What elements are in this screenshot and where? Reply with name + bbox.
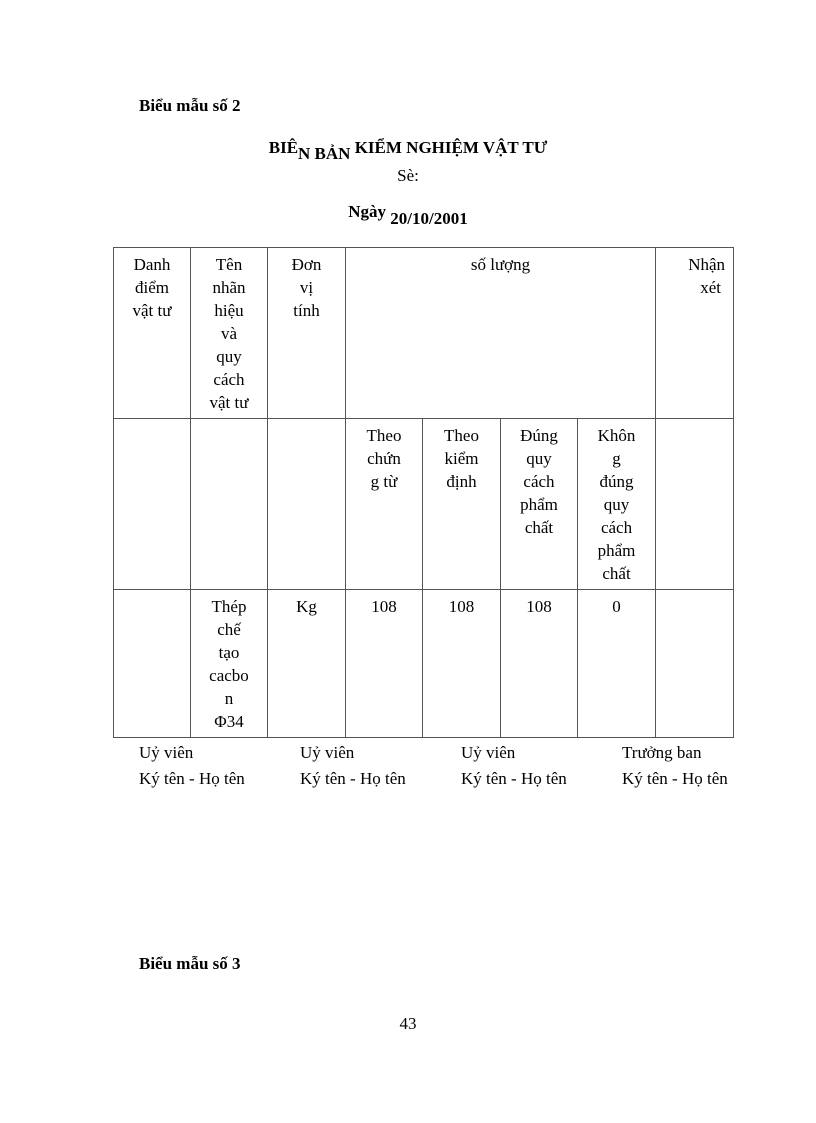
signature-block-1 [139,740,245,792]
table-header-row [114,248,734,419]
header-don-vi: Đơn vị tính [268,248,346,419]
signature-role: Uỷ viên [461,743,516,762]
subheader-dung-quy-cach: Đúng quy cách phẩm chất [501,419,578,590]
signature-role: Uỷ viên [139,743,194,762]
signature-line: Ký tên - Họ tên [139,769,245,788]
document-number-label: Sè: [397,166,419,185]
signature-line: Ký tên - Họ tên [461,769,567,788]
cell-dung-quy-cach: 108 [501,590,578,738]
table-row [114,590,734,738]
title-part-1: BIÊ [268,138,299,157]
cell-don-vi: Kg [268,590,346,738]
cell-theo-chung-tu: 108 [346,590,423,738]
signature-line: Ký tên - Họ tên [300,769,406,788]
header-danh-diem: Danh điểm vật tư [114,248,191,419]
signature-role: Uỷ viên [300,743,355,762]
cell-theo-kiem-dinh: 108 [423,590,501,738]
subheader-theo-kiem-dinh: Theo kiểm định [423,419,501,590]
title-part-2: N BẢN [298,144,351,163]
table-subheader-row [114,419,734,590]
document-date [0,202,816,228]
subheader-empty-4 [656,419,734,590]
subheader-empty-1 [114,419,191,590]
document-title [0,138,816,163]
subheader-empty-2 [191,419,268,590]
signature-block-2 [300,740,406,792]
cell-danh-diem [114,590,191,738]
inspection-table [113,247,734,738]
date-value: 20/10/2001 [390,209,468,228]
cell-khong-dung: 0 [578,590,656,738]
signature-role: Trưởng ban [622,743,702,762]
form-label-bottom: Biểu mẫu số 3 [139,954,241,973]
subheader-theo-chung-tu: Theo chứn g từ [346,419,423,590]
date-label: Ngày [348,202,387,221]
signature-block-3 [461,740,567,792]
header-ten-nhan-hieu: Tên nhãn hiệu và quy cách vật tư [191,248,268,419]
header-so-luong: số lượng [346,248,656,419]
page-number: 43 [399,1014,417,1033]
form-label-top: Biểu mẫu số 2 [139,96,241,115]
cell-nhan-xet [656,590,734,738]
cell-ten: Thép chế tạo cacbo n Φ34 [191,590,268,738]
header-nhan-xet: Nhận xét [656,248,734,419]
signature-block-4 [622,740,728,792]
subheader-khong-dung: Khôn g đúng quy cách phẩm chất [578,419,656,590]
title-part-3: KIỂM NGHIỆM VẬT TƯ [350,138,548,157]
signature-line: Ký tên - Họ tên [622,769,728,788]
subheader-empty-3 [268,419,346,590]
